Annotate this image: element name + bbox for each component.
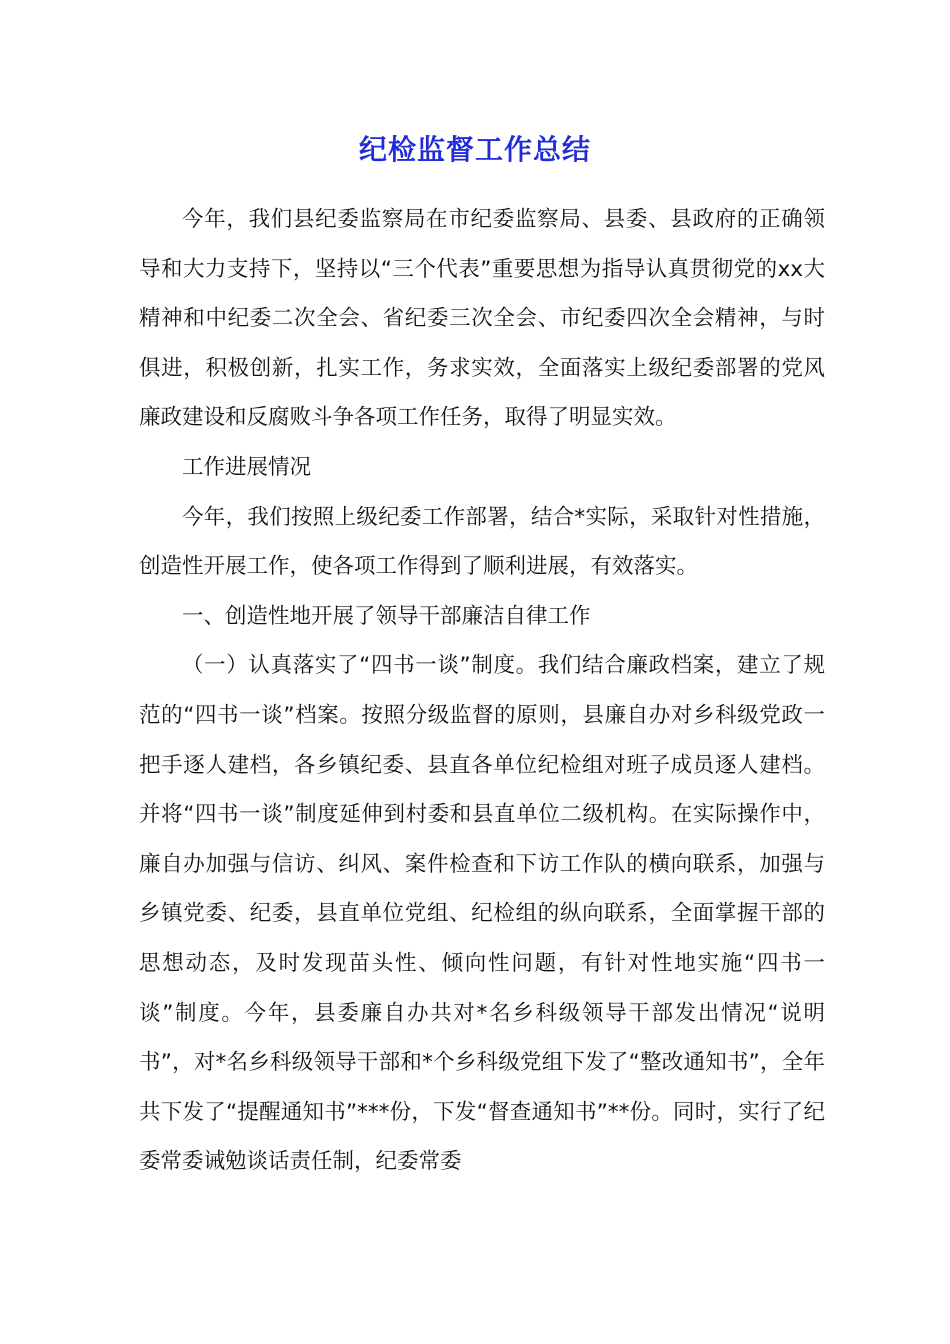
progress-paragraph: 今年，我们按照上级纪委工作部署，结合*实际，采取针对性措施，创造性开展工作，使各项工作得到了顺利进展，有效落实。 bbox=[139, 504, 825, 580]
document-body bbox=[139, 195, 825, 1187]
section-heading-progress: 工作进展情况 bbox=[182, 454, 312, 480]
section-heading-one: 一、创造性地开展了领导干部廉洁自律工作 bbox=[182, 603, 591, 629]
subsection-paragraph-one: （一）认真落实了“四书一谈”制度。我们结合廉政档案，建立了规范的“四书一谈”档案。按照分级监督的原则，县廉自办对乡科级党政一把手逐人建档，各乡镇纪委、县直各单位纪检组对班子成员逐人建档。并将“四书一谈”制度延伸到村委和县直单位二级机构。在实际操作中，廉自办加强与信访、纠风、案件检查和下访工作队的横向联系，加强与乡镇党委、纪委，县直单位党组、纪检组的纵向联系，全面掌握干部的思想动态，及时发现苗头性、倾向性问题，有针对性地实施“四书一谈”制度。今年，县委廉自办共对*名乡科级领导干部发出情况“说明书”，对*名乡科级领导干部和*个乡科级党组下发了“整改通知书”，全年共下发了“提醒通知书”***份，下发“督查通知书”**份。同时，实行了纪委常委诫勉谈话责任制，纪委常委 bbox=[139, 653, 825, 1175]
intro-paragraph: 今年，我们县纪委监察局在市纪委监察局、县委、县政府的正确领导和大力支持下，坚持以“三个代表”重要思想为指导认真贯彻党的xx大精神和中纪委二次全会、省纪委三次全会、市纪委四次全会精神，与时俱进，积极创新，扎实工作，务求实效，全面落实上级纪委部署的党风廉政建设和反腐败斗争各项工作任务，取得了明显实效。 bbox=[139, 207, 825, 431]
document-title: 纪检监督工作总结 bbox=[358, 133, 591, 166]
